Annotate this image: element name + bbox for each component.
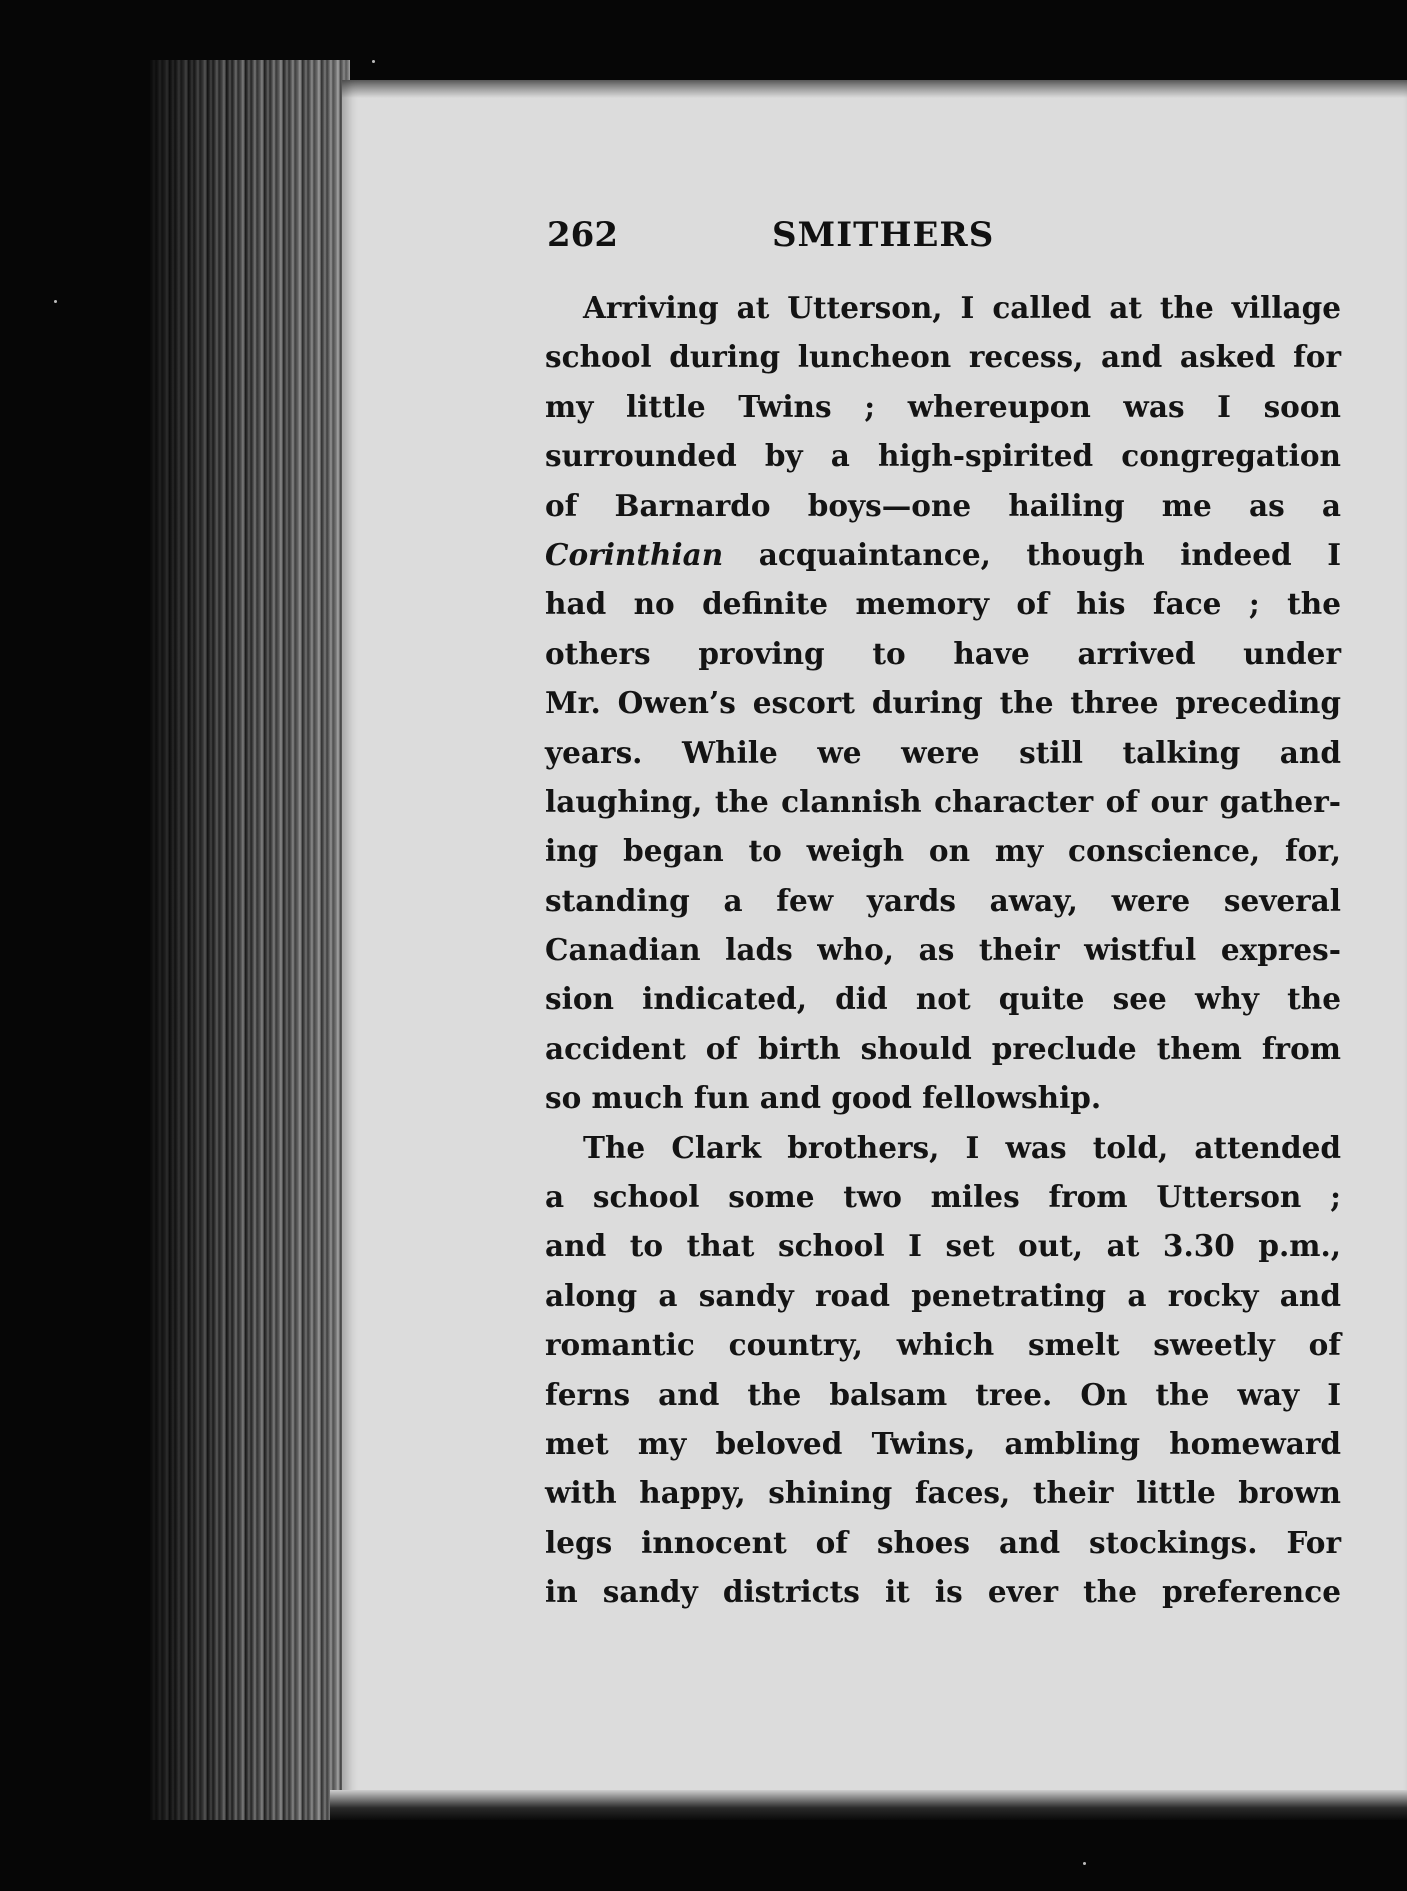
text-line: met my beloved Twins, ambling homeward [545, 1425, 1341, 1461]
page-top-shadow [342, 80, 1407, 98]
text-line: a school some two miles from Utterson ; [545, 1179, 1341, 1215]
text-line: along a sandy road penetrating a rocky and [545, 1277, 1341, 1313]
text-line: accident of birth should preclude them from [545, 1030, 1341, 1066]
paragraph [545, 1123, 1341, 1617]
scan-speck [372, 60, 375, 63]
text-line: in sandy districts it is ever the preference [545, 1574, 1341, 1610]
paragraph [545, 283, 1341, 1123]
text-line: years. While we were still talking and [545, 734, 1341, 770]
running-title: SMITHERS [772, 215, 995, 255]
italic-word: Corinthian [545, 536, 724, 572]
running-head [547, 215, 1067, 265]
text-line: romantic country, which smelt sweetly of [545, 1327, 1341, 1363]
text-line: had no definite memory of his face ; the [545, 586, 1341, 622]
book-edge-shading [150, 60, 350, 1820]
text-line: school during luncheon recess, and asked for [545, 339, 1341, 375]
text-line: so much fun and good fellowship. [545, 1080, 1102, 1116]
page-bottom-edge [330, 1790, 1407, 1820]
text-line: ferns and the balsam tree. On the way I [545, 1376, 1341, 1412]
text-line: The Clark brothers, I was told, attended [583, 1129, 1341, 1165]
text-line: of Barnardo boys—one hailing me as a [545, 487, 1341, 523]
text-line: standing a few yards away, were several [545, 882, 1341, 918]
scan-speck [54, 300, 57, 303]
text-line: Arriving at Utterson, I called at the village [583, 290, 1341, 325]
text-line: legs innocent of shoes and stockings. For [545, 1524, 1341, 1560]
text-line: Mr. Owen’s escort during the three preceding [545, 685, 1341, 721]
text-line: Canadian lads who, as their wistful expres- [545, 932, 1341, 968]
text-line: my little Twins ; whereupon was I soon [545, 388, 1341, 424]
text-line: and to that school I set out, at 3.30 p.m., [545, 1228, 1341, 1264]
scan-speck [1083, 1862, 1086, 1865]
text-line [545, 530, 1341, 579]
text-line: others proving to have arrived under [545, 635, 1341, 671]
text-line: sion indicated, did not quite see why the [545, 981, 1341, 1017]
page-number: 262 [547, 215, 618, 255]
line-remainder: acquaintance, though indeed I [723, 536, 1341, 572]
text-line: with happy, shining faces, their little brown [545, 1475, 1341, 1511]
text-line: surrounded by a high-spirited congregation [545, 438, 1341, 474]
text-line: ing began to weigh on my conscience, for, [545, 833, 1341, 869]
text-line: laughing, the clannish character of our gather- [545, 783, 1341, 819]
body-text [545, 283, 1341, 1617]
